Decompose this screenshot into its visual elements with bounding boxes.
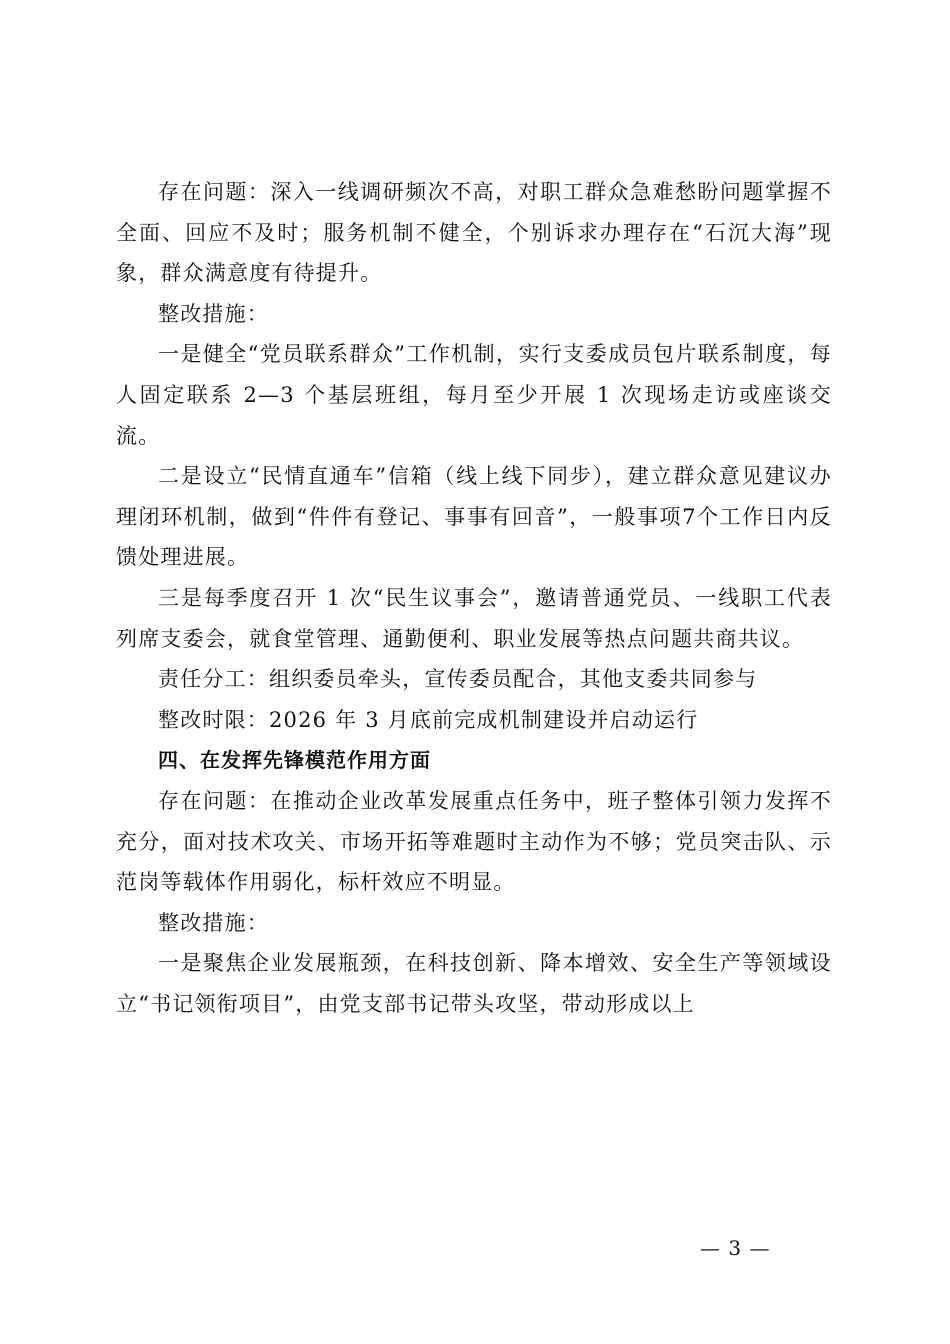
paragraph-deadline: 整改时限：2026 年 3 月底前完成机制建设并启动运行 <box>158 707 699 732</box>
paragraph-measure-3: 三是每季度召开 1 次“民生议事会”，邀请普通党员、一线职工代表列席支委会，就食堂管理、通勤便利、职业发展等热点问题共商共议。 <box>116 585 832 651</box>
paragraph-measures-label: 整改措施： <box>158 301 269 326</box>
paragraph-problem: 存在问题：深入一线调研频次不高，对职工群众急难愁盼问题掌握不全面、回应不及时；服务机制不健全，个别诉求办理存在“石沉大海”现象，群众满意度有待提升。 <box>116 180 832 286</box>
section-heading: 四、在发挥先锋模范作用方面 <box>158 748 431 773</box>
paragraph-section-measure-1: 一是聚焦企业发展瓶颈，在科技创新、降本增效、安全生产等领域设立“书记领衔项目”，由党支部书记带头攻坚，带动形成以上 <box>116 951 832 1016</box>
document-body <box>116 172 832 1024</box>
paragraph-measure-1: 一是健全“党员联系群众”工作机制，实行支委成员包片联系制度，每人固定联系 2—3 个基层班组，每月至少开展 1 次现场走访或座谈交流。 <box>116 342 832 448</box>
paragraph-section-measures-label: 整改措施： <box>158 910 269 935</box>
paragraph-section-problem: 存在问题：在推动企业改革发展重点任务中，班子整体引领力发挥不充分，面对技术攻关、市场开拓等难题时主动作为不够；党员突击队、示范岗等载体作用弱化，标杆效应不明显。 <box>116 788 832 895</box>
page-number: — 3 — <box>700 1236 771 1260</box>
paragraph-responsibility: 责任分工：组织委员牵头，宣传委员配合，其他支委共同参与 <box>158 667 758 692</box>
paragraph-measure-2: 二是设立“民情直通车”信箱（线上线下同步），建立群众意见建议办理闭环机制，做到“件件有登记、事事有回音”，一般事项7个工作日内反馈处理进展。 <box>116 464 832 570</box>
